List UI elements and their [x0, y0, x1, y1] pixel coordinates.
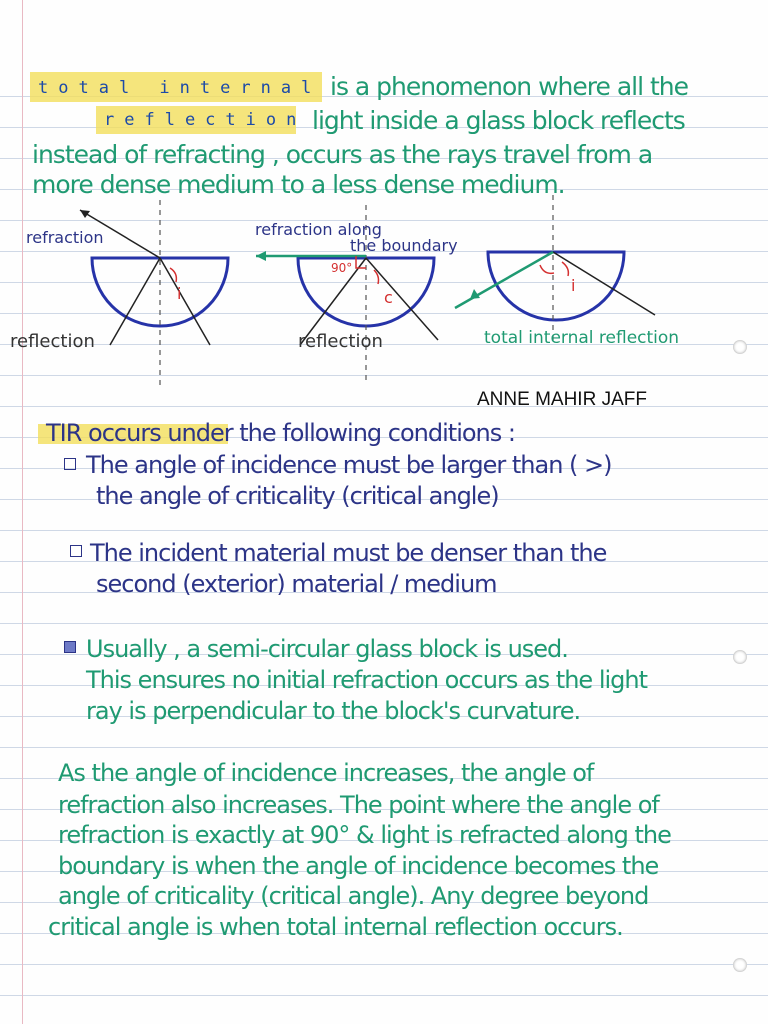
rule-line	[0, 964, 768, 965]
conditions-heading: TIR occurs under the following conditions :	[46, 419, 515, 447]
angle-c-label: c	[384, 288, 393, 307]
rule-line	[0, 747, 768, 748]
intro-line-3: instead of refracting , occurs as the rays travel from a	[32, 140, 653, 169]
rule-line	[0, 623, 768, 624]
intro-line-4: more dense medium to a less dense medium.	[32, 170, 565, 199]
diagram-total-internal-reflection	[455, 195, 655, 340]
boundary-label: the boundary	[350, 236, 458, 255]
checkbox-icon	[70, 545, 82, 557]
binder-hole	[733, 958, 747, 972]
angle-i-label-3: i	[571, 276, 576, 295]
checkbox-icon	[64, 458, 76, 470]
paragraph-line-3: refraction is exactly at 90° & light is refracted along the	[58, 821, 671, 849]
condition-2-line-2: second (exterior) material / medium	[96, 570, 497, 598]
author-name: ANNE MAHIR JAFF	[477, 389, 647, 410]
angle-90-label: 90°	[331, 261, 353, 275]
condition-1-line-1: The angle of incidence must be larger than ( >)	[86, 451, 612, 479]
paragraph-line-6: critical angle is when total internal reflection occurs.	[48, 913, 623, 941]
paragraph-line-5: angle of criticality (critical angle). Any degree beyond	[58, 882, 649, 910]
paragraph-line-1: As the angle of incidence increases, the angle of	[58, 759, 594, 787]
rule-line	[0, 530, 768, 531]
refraction-label: refraction	[26, 228, 104, 247]
intro-line-1: is a phenomenon where all the	[330, 72, 688, 101]
condition-2-line-1: The incident material must be denser than the	[90, 539, 607, 567]
condition-3-line-3: ray is perpendicular to the block's curvature.	[86, 697, 581, 725]
condition-1-line-2: the angle of criticality (critical angle)	[96, 482, 499, 510]
binder-hole	[733, 650, 747, 664]
condition-3-line-2: This ensures no initial refraction occurs as the light	[86, 666, 648, 694]
intro-line-2: light inside a glass block reflects	[312, 106, 685, 135]
tir-caption: total internal reflection	[484, 328, 680, 348]
paragraph-line-4: boundary is when the angle of incidence becomes the	[58, 852, 659, 880]
refraction-along-label: refraction along	[255, 220, 382, 239]
title-line-1: total internal	[38, 78, 322, 98]
angle-i-label: i	[177, 284, 182, 303]
checkbox-filled-icon	[64, 641, 76, 653]
rule-line	[0, 995, 768, 996]
condition-3-line-1: Usually , a semi-circular glass block is used.	[86, 635, 568, 663]
reflection-label: reflection	[10, 331, 95, 352]
title-line-2: reflection	[104, 110, 307, 130]
paragraph-line-2: refraction also increases. The point where the angle of	[58, 791, 659, 819]
reflection-label-2: reflection	[298, 331, 383, 352]
tir-diagrams	[0, 0, 768, 420]
